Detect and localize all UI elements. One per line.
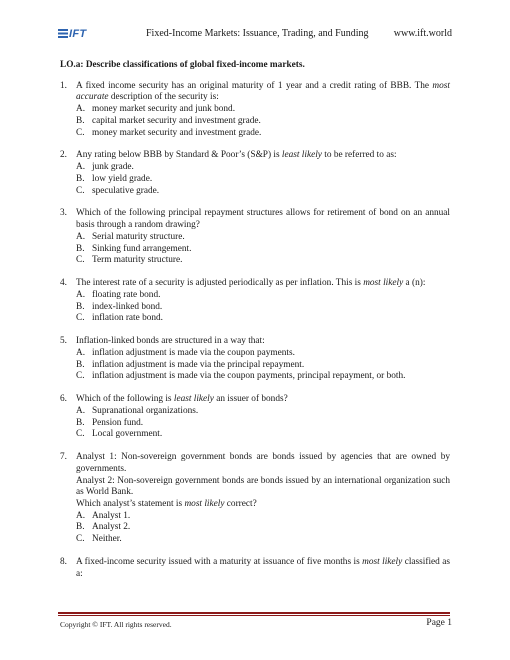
option-letter: B. — [76, 359, 85, 370]
option-text: Sinking fund arrangement. — [92, 243, 192, 254]
answer-option — [76, 244, 450, 256]
answer-option — [76, 302, 450, 314]
answer-option — [76, 186, 450, 198]
emphasis-text: most likely — [184, 498, 225, 509]
question-text — [76, 278, 450, 290]
emphasis-text: least likely — [281, 150, 322, 161]
option-letter: C. — [76, 313, 85, 324]
question-paragraph — [76, 499, 450, 511]
question-text — [76, 81, 450, 104]
emphasis-text: most likely — [362, 556, 403, 567]
answer-option — [76, 418, 450, 430]
question-list — [60, 81, 450, 581]
question-number: 4. — [60, 278, 67, 289]
text-segment: to be referred to as: — [321, 150, 397, 161]
text-segment: Analyst 2: Non-sovereign government bonds are bonds issued by an international organization such as World Bank. — [76, 475, 450, 498]
answer-option — [76, 348, 450, 360]
answer-option — [76, 174, 450, 186]
option-text: money market security and investment grade. — [92, 127, 262, 138]
question-number: 6. — [60, 394, 67, 405]
question-item — [60, 278, 450, 325]
option-letter: C. — [76, 429, 85, 440]
option-letter: C. — [76, 185, 85, 196]
question-number: 5. — [60, 336, 67, 347]
question-row — [60, 336, 450, 383]
option-letter: B. — [76, 522, 85, 533]
text-segment: Analyst 1: Non-sovereign government bonds are bonds issued by agencies that are owned by governments. — [76, 452, 450, 474]
option-text: Analyst 1. — [92, 510, 131, 521]
text-segment: Any rating below BBB by Standard & Poor’s (S&P) is — [76, 150, 282, 161]
option-text: capital market security and investment grade. — [92, 115, 261, 126]
answer-option — [76, 104, 450, 116]
text-segment: A fixed income security has an original maturity of 1 year and a credit rating of BBB. The — [76, 80, 433, 91]
option-letter: C. — [76, 255, 85, 266]
question-number: 3. — [60, 208, 67, 219]
answer-option — [76, 522, 450, 534]
option-letter: B. — [76, 417, 85, 428]
header-title: Fixed-Income Markets: Issuance, Trading, and Funding — [146, 28, 369, 39]
question-item — [60, 208, 450, 267]
footer-copyright: Copyright © IFT. All rights reserved. — [60, 620, 172, 629]
answer-option — [76, 290, 450, 302]
option-letter: A. — [76, 104, 86, 115]
logo-text: IFT — [69, 28, 87, 40]
option-letter: A. — [76, 289, 86, 300]
text-segment: correct? — [224, 498, 257, 509]
option-text: Term maturity structure. — [92, 255, 183, 266]
question-item — [60, 452, 450, 546]
emphasis-text: least likely — [173, 394, 214, 405]
option-text: junk grade. — [92, 162, 134, 173]
answer-option — [76, 371, 450, 383]
page-header — [58, 26, 452, 44]
question-row — [60, 150, 450, 197]
question-number: 7. — [60, 452, 67, 463]
question-text — [76, 394, 450, 406]
question-row — [60, 452, 450, 546]
answer-option — [76, 232, 450, 244]
answer-option — [76, 511, 450, 523]
answer-option — [76, 162, 450, 174]
option-letter: C. — [76, 534, 85, 545]
question-number: 1. — [60, 80, 67, 91]
option-letter: B. — [76, 173, 85, 184]
option-letter: A. — [76, 510, 86, 521]
option-text: inflation rate bond. — [92, 313, 163, 324]
emphasis-text: most accurate — [76, 80, 450, 103]
option-letter: B. — [76, 115, 85, 126]
option-text: index-linked bond. — [92, 301, 163, 312]
text-segment: description of the security is: — [108, 92, 219, 103]
question-number: 2. — [60, 150, 67, 161]
answer-option — [76, 360, 450, 372]
footer-rule-thin — [58, 615, 450, 616]
option-text: Pension fund. — [92, 417, 144, 428]
text-segment: classified as a: — [76, 556, 450, 579]
option-text: Local government. — [92, 429, 163, 440]
text-segment: an issuer of bonds? — [213, 394, 288, 405]
answer-option — [76, 429, 450, 441]
question-text — [76, 336, 450, 348]
option-text: inflation adjustment is made via the coupon payments, principal repayment, or both. — [92, 371, 406, 382]
lo-heading: LO.a: Describe classifications of global fixed-income markets. — [60, 60, 305, 70]
question-text — [76, 557, 450, 580]
footer-rule — [58, 612, 450, 614]
question-row — [60, 208, 450, 267]
option-letter: A. — [76, 405, 86, 416]
question-row — [60, 81, 450, 140]
text-segment: Which of the following principal repayment structures allows for retirement of bond on an annual basis through a random drawing? — [76, 208, 450, 231]
text-segment: Which analyst’s statement is — [76, 498, 185, 509]
header-website: www.ift.world — [393, 28, 452, 39]
question-item — [60, 81, 450, 140]
text-segment: a (n): — [403, 278, 426, 289]
answer-option — [76, 116, 450, 128]
answer-option — [76, 406, 450, 418]
answer-option — [76, 128, 450, 140]
question-paragraph — [76, 476, 450, 499]
option-letter: A. — [76, 231, 86, 242]
option-text: Analyst 2. — [92, 522, 131, 533]
question-row — [60, 278, 450, 325]
option-text: floating rate bond. — [92, 289, 161, 300]
question-row — [60, 394, 450, 441]
logo-bars-icon — [58, 29, 68, 38]
question-item — [60, 557, 450, 580]
option-text: speculative grade. — [92, 185, 160, 196]
question-text — [76, 150, 450, 162]
question-row — [60, 557, 450, 580]
option-text: inflation adjustment is made via the coupon payments. — [92, 347, 295, 358]
option-text: Serial maturity structure. — [92, 231, 185, 242]
question-number: 8. — [60, 556, 67, 567]
question-item — [60, 150, 450, 197]
page-number: Page 1 — [426, 618, 452, 628]
option-text: Supranational organizations. — [92, 405, 199, 416]
text-segment: A fixed-income security issued with a maturity at issuance of five months is — [76, 556, 363, 567]
option-letter: B. — [76, 243, 85, 254]
answer-option — [76, 255, 450, 267]
document-body — [60, 60, 450, 592]
text-segment: Which of the following is — [76, 394, 174, 405]
text-segment: Inflation-linked bonds are structured in a way that: — [76, 336, 265, 347]
option-text: low yield grade. — [92, 173, 153, 184]
answer-option — [76, 534, 450, 546]
option-text: Neither. — [92, 534, 122, 545]
text-segment: The interest rate of a security is adjusted periodically as per inflation. This is — [76, 278, 364, 289]
answer-option — [76, 313, 450, 325]
question-item — [60, 336, 450, 383]
question-text — [76, 208, 450, 231]
question-text — [76, 452, 450, 475]
option-letter: C. — [76, 371, 85, 382]
option-letter: A. — [76, 162, 86, 173]
option-text: money market security and junk bond. — [92, 104, 236, 115]
option-letter: C. — [76, 127, 85, 138]
option-letter: A. — [76, 347, 86, 358]
question-item — [60, 394, 450, 441]
emphasis-text: most likely — [363, 278, 404, 289]
option-text: inflation adjustment is made via the principal repayment. — [92, 359, 305, 370]
option-letter: B. — [76, 301, 85, 312]
ift-logo — [58, 28, 86, 40]
